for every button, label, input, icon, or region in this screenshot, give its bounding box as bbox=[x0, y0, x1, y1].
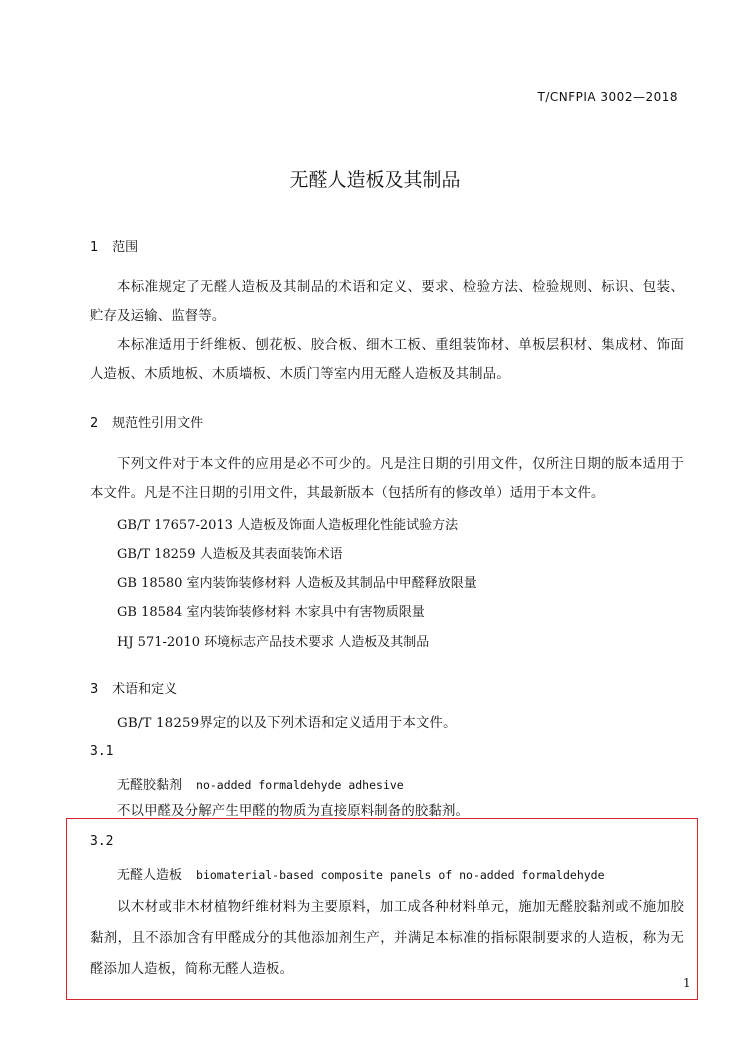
section-3-heading bbox=[90, 678, 177, 697]
section-number: 1 bbox=[90, 240, 99, 255]
document-title: 无醛人造板及其制品 bbox=[289, 169, 461, 191]
reference-item: GB/T 17657-2013 人造板及饰面人造板理化性能试验方法 bbox=[117, 518, 459, 533]
term-number: 3.1 bbox=[90, 744, 114, 759]
scope-paragraph-2: 本标准适用于纤维板、刨花板、胶合板、细木工板、重组装饰材、单板层积材、集成材、饰面人造板、木质地板、木质墙板、木质门等室内用无醛人造板及其制品。 bbox=[90, 338, 684, 382]
term-english: biomaterial-based composite panels of no-added formaldehyde bbox=[196, 868, 605, 882]
term-number: 3.2 bbox=[90, 834, 114, 849]
section-title: 规范性引用文件 bbox=[112, 416, 204, 431]
reference-item: GB/T 18259 人造板及其表面装饰术语 bbox=[117, 547, 343, 562]
reference-item: GB 18584 室内装饰装修材料 木家具中有害物质限量 bbox=[117, 605, 425, 620]
term-chinese: 无醛胶黏剂 bbox=[117, 778, 183, 793]
reference-item: GB 18580 室内装饰装修材料 人造板及其制品中甲醛释放限量 bbox=[117, 576, 477, 591]
standard-number: T/CNFPIA 3002—2018 bbox=[537, 90, 678, 104]
section-number: 2 bbox=[90, 416, 99, 431]
term-english: no-added formaldehyde adhesive bbox=[196, 778, 404, 792]
term-title bbox=[117, 774, 404, 793]
section-number: 3 bbox=[90, 682, 99, 697]
scope-paragraph-1: 本标准规定了无醛人造板及其制品的术语和定义、要求、检验方法、检验规则、标识、包装、贮存及运输、监督等。 bbox=[90, 280, 684, 324]
section-1-heading bbox=[90, 236, 138, 255]
section-title: 术语和定义 bbox=[112, 682, 178, 697]
section-2-heading bbox=[90, 412, 203, 431]
reference-item: HJ 571-2010 环境标志产品技术要求 人造板及其制品 bbox=[117, 635, 430, 650]
normative-intro-paragraph: 下列文件对于本文件的应用是必不可少的。凡是注日期的引用文件，仅所注日期的版本适用于本文件。凡是不注日期的引用文件，其最新版本（包括所有的修改单）适用于本文件。 bbox=[90, 457, 684, 501]
term-chinese: 无醛人造板 bbox=[117, 868, 183, 883]
terms-intro-paragraph: GB/T 18259界定的以及下列术语和定义适用于本文件。 bbox=[117, 716, 457, 731]
term-title bbox=[117, 864, 605, 883]
term-definition: 不以甲醛及分解产生甲醛的物质为直接原料制备的胶黏剂。 bbox=[117, 804, 470, 819]
term-definition: 以木材或非木材植物纤维材料为主要原料，加工成各种材料单元，施加无醛胶黏剂或不施加胶黏剂，且不添加含有甲醛成分的其他添加剂生产，并满足本标准的指标限制要求的人造板，称为无醛添加人造板，简称无醛人造板。 bbox=[90, 900, 684, 977]
section-title: 范围 bbox=[112, 240, 139, 255]
page-number: 1 bbox=[683, 976, 691, 990]
